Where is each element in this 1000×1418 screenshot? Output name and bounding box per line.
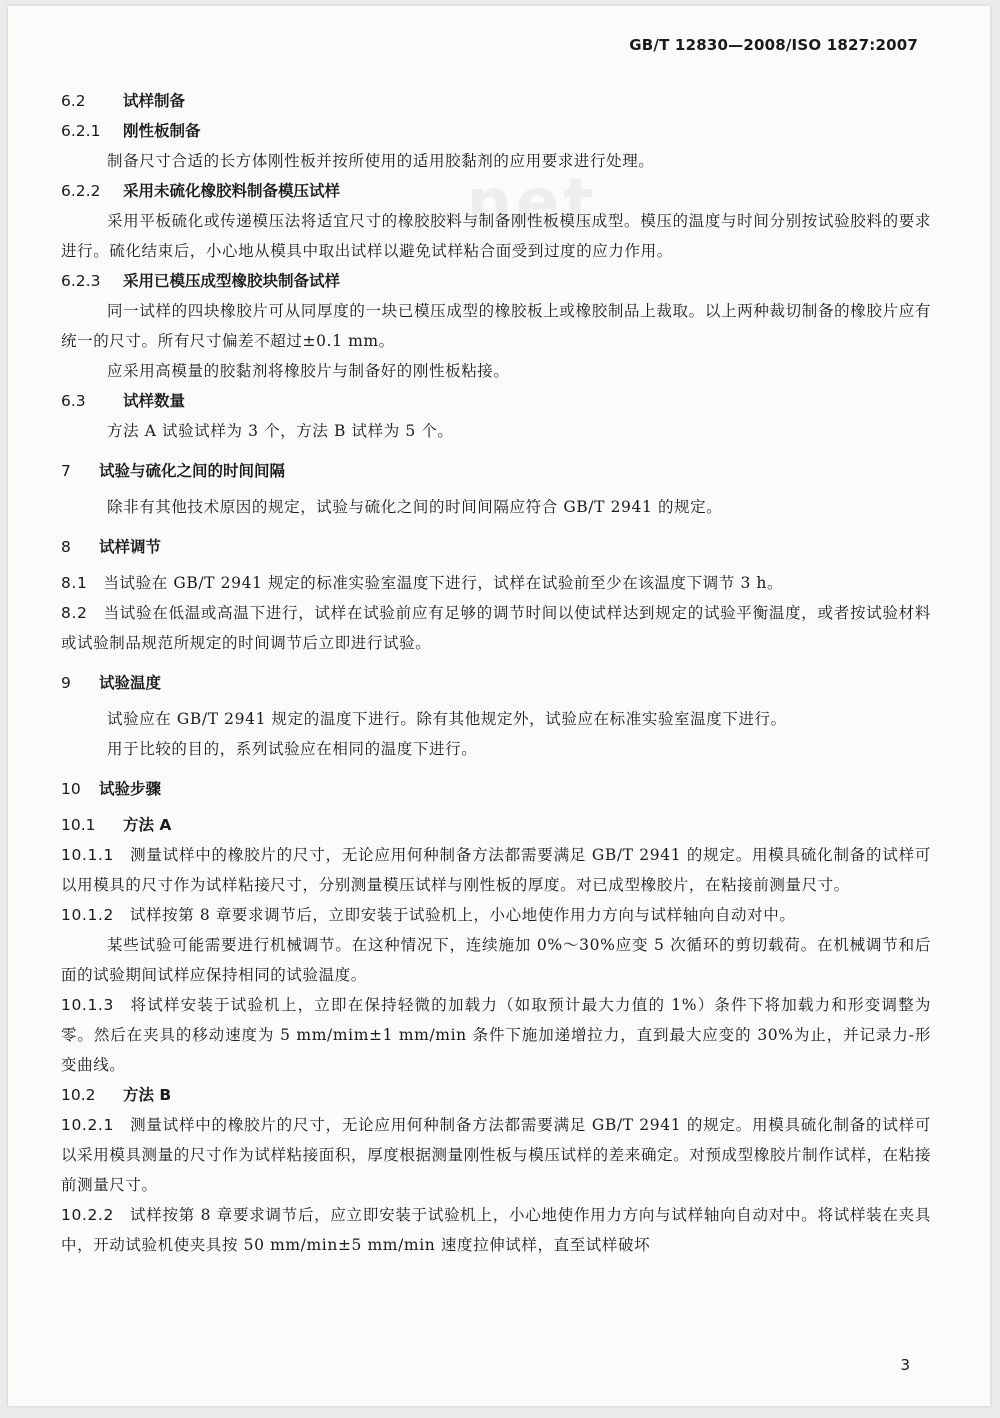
section-number: 7 [61, 462, 71, 480]
section-heading [61, 532, 931, 562]
paragraph [61, 356, 931, 386]
paragraph-text: 试样按第 8 章要求调节后，立即安装于试验机上，小心地使作用力方向与试样轴向自动对中。 [129, 906, 796, 924]
section-title: 试样制备 [123, 92, 186, 110]
paragraph [61, 416, 931, 446]
clause-number: 8.1 [61, 574, 88, 592]
paragraph-text: 除非有其他技术原因的规定，试验与硫化之间的时间间隔应符合 GB/T 2941 的规定。 [107, 498, 723, 516]
paragraph [61, 990, 931, 1080]
paragraph [61, 900, 931, 930]
section-heading [61, 266, 931, 296]
paragraph-text: 当试验在低温或高温下进行，试样在试验前应有足够的调节时间以使试样达到规定的试验平衡温度，或者按试验材料或试验制品规范所规定的时间调节后立即进行试验。 [61, 604, 931, 652]
paragraph-text: 测量试样中的橡胶片的尺寸，无论应用何种制备方法都需要满足 GB/T 2941 的规定。用模具硫化制备的试样可以用模具的尺寸作为试样粘接尺寸，分别测量模压试样与刚性板的厚度。对已成型橡胶片，在粘接前测量尺寸。 [61, 846, 931, 894]
section-number: 6.2 [61, 92, 86, 110]
paragraph [61, 296, 931, 356]
paragraph-text: 试样按第 8 章要求调节后，应立即安装于试验机上，小心地使作用力方向与试样轴向自动对中。将试样装在夹具中，开动试验机使夹具按 50 mm/min±5 mm/min 速度拉伸试样，直至试样破坏 [61, 1206, 931, 1254]
paragraph-text: 采用平板硫化或传递模压法将适宜尺寸的橡胶胶料与制备刚性板模压成型。模压的温度与时间分别按试验胶料的要求进行。硫化结束后，小心地从模具中取出试样以避免试样粘合面受到过度的应力作用。 [61, 212, 931, 260]
section-number: 6.2.3 [61, 272, 101, 290]
clause-number: 10.2.1 [61, 1116, 114, 1134]
section-title: 方法 A [123, 816, 172, 834]
clause-number: 10.1.2 [61, 906, 114, 924]
paragraph [61, 568, 931, 598]
paragraph-text: 制备尺寸合适的长方体刚性板并按所使用的适用胶黏剂的应用要求进行处理。 [107, 152, 655, 170]
section-number: 6.2.2 [61, 182, 101, 200]
section-heading [61, 456, 931, 486]
standard-number-header: GB/T 12830—2008/ISO 1827:2007 [629, 36, 918, 54]
document-body [61, 86, 931, 1260]
section-title: 试验步骤 [99, 780, 162, 798]
paragraph [61, 492, 931, 522]
paragraph [61, 734, 931, 764]
section-title: 方法 B [123, 1086, 172, 1104]
section-heading [61, 1080, 931, 1110]
section-title: 采用未硫化橡胶料制备模压试样 [123, 182, 341, 200]
section-title: 试样调节 [99, 538, 162, 556]
section-number: 6.3 [61, 392, 86, 410]
watermark: .net [438, 166, 598, 240]
section-heading [61, 810, 931, 840]
paragraph-text: 某些试验可能需要进行机械调节。在这种情况下，连续施加 0%～30%应变 5 次循环的剪切载荷。在机械调节和后面的试验期间试样应保持相同的试验温度。 [61, 936, 931, 984]
paragraph-text: 当试验在 GB/T 2941 规定的标准实验室温度下进行，试样在试验前至少在该温度下调节 3 h。 [103, 574, 784, 592]
section-heading [61, 116, 931, 146]
paragraph [61, 930, 931, 990]
paragraph [61, 206, 931, 266]
section-number: 10.2 [61, 1086, 96, 1104]
paragraph [61, 146, 931, 176]
section-number: 10.1 [61, 816, 96, 834]
paragraph-text: 方法 A 试验试样为 3 个，方法 B 试样为 5 个。 [107, 422, 454, 440]
section-heading [61, 386, 931, 416]
section-title: 刚性板制备 [123, 122, 201, 140]
paragraph-text: 同一试样的四块橡胶片可从同厚度的一块已模压成型的橡胶板上或橡胶制品上裁取。以上两种裁切制备的橡胶片应有统一的尺寸。所有尺寸偏差不超过±0.1 mm。 [61, 302, 931, 350]
paragraph-text: 应采用高模量的胶黏剂将橡胶片与制备好的刚性板粘接。 [107, 362, 510, 380]
section-heading [61, 86, 931, 116]
paragraph-text: 试验应在 GB/T 2941 规定的温度下进行。除有其他规定外，试验应在标准实验室温度下进行。 [107, 710, 787, 728]
paragraph-text: 测量试样中的橡胶片的尺寸，无论应用何种制备方法都需要满足 GB/T 2941 的规定。用模具硫化制备的试样可以采用模具测量的尺寸作为试样粘接面积，厚度根据测量刚性板与模压试样的差来确定。对预成型橡胶片制作试样，在粘接前测量尺寸。 [61, 1116, 931, 1194]
paragraph [61, 598, 931, 658]
clause-number: 10.1.1 [61, 846, 114, 864]
section-number: 10 [61, 780, 81, 798]
paragraph [61, 840, 931, 900]
document-page [8, 6, 990, 1406]
clause-number: 10.1.3 [61, 996, 114, 1014]
section-title: 试验与硫化之间的时间间隔 [99, 462, 286, 480]
section-title: 试样数量 [123, 392, 186, 410]
section-heading [61, 774, 931, 804]
section-heading [61, 668, 931, 698]
section-title: 采用已模压成型橡胶块制备试样 [123, 272, 341, 290]
paragraph-text: 将试样安装于试验机上，立即在保持轻微的加载力（如取预计最大力值的 1%）条件下将加载力和形变调整为零。然后在夹具的移动速度为 5 mm/mim±1 mm/min 条件下施加递增拉力，直到最大应变的 30%为止，并记录力-形变曲线。 [61, 996, 931, 1074]
paragraph [61, 1200, 931, 1260]
section-number: 8 [61, 538, 71, 556]
page-number: 3 [900, 1356, 910, 1374]
clause-number: 8.2 [61, 604, 88, 622]
section-number: 9 [61, 674, 71, 692]
paragraph [61, 704, 931, 734]
section-heading [61, 176, 931, 206]
paragraph [61, 1110, 931, 1200]
clause-number: 10.2.2 [61, 1206, 114, 1224]
paragraph-text: 用于比较的目的，系列试验应在相同的温度下进行。 [107, 740, 478, 758]
section-title: 试验温度 [99, 674, 162, 692]
section-number: 6.2.1 [61, 122, 101, 140]
